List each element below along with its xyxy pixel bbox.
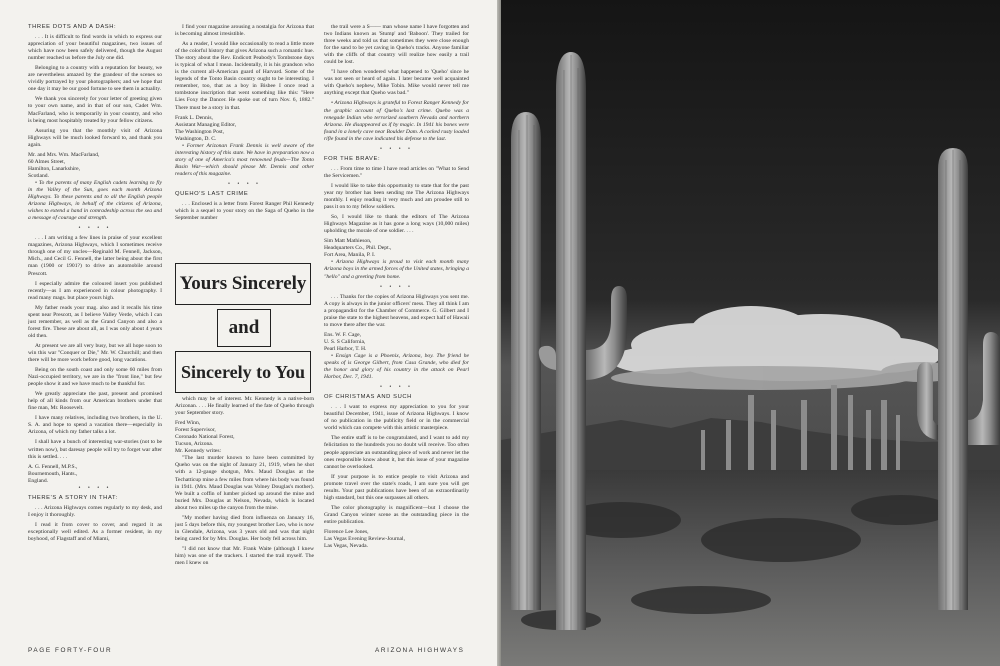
title-line-1: Yours Sincerely: [175, 263, 311, 305]
letter-heading: FOR THE BRAVE:: [324, 155, 381, 162]
letter-paragraph: I find your magazine arousing a nostalgia for Arizona that is becoming almost irresistible.: [175, 24, 314, 38]
letter-paragraph: "I did not know that Mr. Frank Waite (although I knew him) was one of the trackers. I started the trail myself. The men I knew on: [175, 545, 314, 567]
letter-paragraph: As a reader, I would like occasionally to read a little more of the colorful history that gives Arizona such a romantic hue. The story about the Rev. Endicott Peabody's Tombstone days is typical of what I mean. Incidentally, it is his grandson who is the current all-American guard of Harvard. Some of the legends of the Tonto Basin country ought to be interesting. I remember, too, that as a boy in Bisbee I once read a tombstone inscription that went something like this: "Here Lies Foxy the Dancer. He spoke out of turn Nov. 6, 1882." There must be a story in that.: [175, 41, 314, 111]
signature-line: Bournemouth, Hants.,: [28, 470, 78, 477]
letter-paragraph: "The last murder known to have been committed by Queho was on the night of January 21, 1919, when he shot with a 12-gauge shotgun, Mrs. Maud Douglas at the Techatticup mine a few miles from where his body was found in 1941. (Mrs. Maud Douglas was Volney Douglas's mother). We built a coffin of lumber picked up around the mine and buried Mrs. Douglas at Nelson, Nevada, which is located about two miles up the canyon from the mine.: [175, 455, 314, 511]
section-divider: • • • •: [379, 145, 414, 152]
signature-line: Sim Matt Mathieson,: [324, 238, 372, 245]
section-divider: • • • •: [379, 283, 414, 290]
column-1: [28, 24, 162, 634]
signature-line: U. S. S California,: [324, 338, 366, 345]
letter-heading: QUEHO'S LAST CRIME: [175, 191, 249, 198]
letter-paragraph: I read it from cover to cover, and regard it as exceptionally well edited. As a former resident, in my boyhood, of Flagstaff and of Miami,: [28, 521, 162, 543]
signature-line: Coronado National Forest,: [175, 434, 235, 441]
signature-line: A. G. Fennell, M.P.S.,: [28, 463, 78, 470]
editor-note: • To the parents of many English cadets learning to fly in the Valley of the Sun, goes each month Arizona Highways. To these parents and to all the English people Arizona Highways, in behalf of the citizens of Arizona, wishes to extend a hand in comradeship across the sea and a message of courage and strength.: [28, 179, 162, 222]
letter-paragraph: "I have often wondered what happened to 'Queho' since he was not seen or heard of again. I later became well acquainted with Queho's nephew, Mike Tobin. Mike would never tell me anything except that Queho was bad.": [324, 69, 469, 97]
letter-paragraph: At present we are all very busy, but we all hope soon to win this war "Conquer or Die," Mr. W. Churchill; and then there will be more work before good, long vacations.: [28, 342, 162, 364]
left-page: [0, 0, 497, 666]
signature-line: Mr. Kennedy writes:: [175, 448, 222, 455]
letter-paragraph: Assuring you that the monthly visit of Arizona Highways will be much looked forward to, and thank you again.: [28, 127, 162, 148]
title-line-2: and: [217, 309, 271, 347]
column-3: [324, 24, 469, 634]
signature-line: Frank L. Dennis,: [175, 114, 213, 121]
signature-line: Fort Area, Manila, P. I.: [324, 252, 376, 259]
signature-line: Forest Supervisor,: [175, 427, 216, 434]
letter-paragraph: We greatly appreciate the past, present and promised help of all kinds from our American brothers under that fine man, Mr. Roosevelt.: [28, 391, 162, 412]
signature-line: Pearl Harbor, T. H.: [324, 345, 367, 352]
letter-paragraph: I shall have a bunch of interesting war-stories (not to be written now), but daresay people will try to forget war after this is settled. . . .: [28, 439, 162, 460]
letter-paragraph: . . . Arizona Highways comes regularly to my desk, and I enjoy it thoroughly.: [28, 504, 162, 518]
saguaro-photograph: [501, 0, 1000, 666]
signature-line: Las Vegas Evening Review-Journal,: [324, 536, 405, 543]
title-box: [175, 263, 314, 393]
title-line-3: Sincerely to You: [175, 351, 311, 393]
letter-paragraph: . . . It is difficult to find words in which to express our appreciation of your beautiful magazines, two issues of which have now been safely delivered, though the August number reached us before the July one did.: [28, 34, 162, 62]
letter-paragraph: . . . I want to express my appreciation to you for your beautiful December, 1941, issue of Arizona Highways. I know of no publication in the publicity field or in the commercial world which can compete with this artistic masterpiece.: [324, 404, 469, 432]
signature-line: Florence Lee Jones,: [324, 529, 369, 535]
letter-paragraph: The color photography is magnificent—but I choose the Grand Canyon winter scene as the outstanding piece in the entire publication.: [324, 504, 469, 525]
section-divider: • • • •: [227, 180, 262, 187]
letter-paragraph: My father reads your mag. also and it recalls his time spent near Prescott, as I believe Valley Verde, which I can just remember, as well as the Grand Canyon and also a forest fire. These are about all, as I was only about 4 years old then.: [28, 304, 162, 339]
editor-note: • Arizona Highways is grateful to Forest Ranger Kennedy for the graphic account of Queho's last crime. Queho was a renegade Indian who terrorized southern Nevada and northern Arizona. He disappeared as if by magic. In 1941 his bones were found in a lonely cave near Boulder Dam. A cocked rusty loaded rifle found in the cave indicated his defense to the last.: [324, 100, 469, 142]
magazine-name-footer: ARIZONA HIGHWAYS: [375, 647, 465, 654]
letter-heading: THREE DOTS AND A DASH:: [28, 24, 117, 30]
letter-paragraph: "My mother having died from influenza on January 16, just 5 days before this, my youngest brother Leo, who is now in Glendale, Arizona, was 3 years old and was that night being cared for by Mrs. Douglas. Her body fell across him.: [175, 514, 314, 542]
letter-paragraph: I especially admire the coloured insert you published recently—as I am experienced in colour photography. I read many mags. but place yours high.: [28, 280, 162, 301]
signature-line: Las Vegas, Nevada.: [324, 543, 369, 550]
letter-paragraph: Being on the south coast and only some 60 miles from Nazi-occupied territory, we are in the "front line," but few people show it and we have much to be thankful for.: [28, 367, 162, 388]
section-divider: • • • •: [379, 384, 414, 391]
section-divider: • • • •: [78, 484, 112, 491]
letter-heading: THERE'S A STORY IN THAT:: [28, 494, 118, 501]
letter-paragraph: I have many relatives, including two brothers, in the U. S. A. and hope to spend a vacation there—especially in Arizona, of which my father talks a lot.: [28, 415, 162, 436]
column-2-bottom: [175, 396, 314, 632]
letter-heading: OF CHRISTMAS AND SUCH: [324, 394, 412, 401]
letter-paragraph: We thank you sincerely for your letter of greeting given to your own name, and in that of our son, Cadet Wm. MacFarland, who is temporarily in your country, and who is being most hospitably treated by your fellow citizens.: [28, 96, 162, 124]
letter-paragraph: I would like to take this opportunity to state that for the past year my brother has been sending me The Arizona Highways monthly. I enjoy reading it very much and am proudee still to pass it on to my fellow soldiers.: [324, 182, 469, 211]
column-2-top: [175, 24, 314, 262]
editor-note: • Former Arizonan Frank Dennis is well aware of the interesting history of this state. We have in preparation now a story of one of America's most renowned feuds—The Tonto Basin War—which should please Mr. Dennis and other readers of this magazine.: [175, 142, 314, 177]
letter-paragraph: Belonging to a country with a reputation for beauty, we are nevertheless amazed by the grandeur of the scenes so vividly portrayed by your photographers; and we hope that one day it may be our good fortune to see them in actuality.: [28, 65, 162, 93]
editor-note: • Arizona Highways is proud to visit each month many Arizona boys in the armed forces of the United states, bringing a "hello" and a greeting from home.: [324, 259, 469, 280]
letter-paragraph: . . . Enclosed is a letter from Forest Ranger Phil Kennedy which is a sequel to your story on the Saga of Queho in the September number: [175, 201, 314, 222]
page-number-footer: PAGE FORTY-FOUR: [28, 647, 113, 654]
signature-line: Hamilton, Lanarkshire,: [28, 165, 81, 172]
signature-line: Scotland.: [28, 172, 49, 179]
letter-paragraph: . . . From time to time I have read articles on "What to Send the Servicemen.": [324, 165, 469, 179]
letter-paragraph: The entire staff is to be congratulated, and I want to add my felicitation to the hundreds you no doubt will receive. Too often people appreciate an outstanding piece of work and never let the ones responsible know about it, but this issue of your magazine cannot be overlooked.: [324, 435, 469, 470]
signature-line: The Washington Post,: [175, 128, 225, 135]
letter-paragraph: . . . I am writing a few lines in praise of your excellent magazines, Arizona Highways, which I sometimes receive through one of my uncles—Reginald M. Fennell, Jackson, Mich., and Cecil G. Fennell, the latter being about the first man (1900 or 1901?) to drive an automobile around Prescott.: [28, 235, 162, 277]
signature-line: 60 Almes Street,: [28, 158, 66, 165]
letter-paragraph: If your purpose is to entice people to visit Arizona and promote travel over the state's roads, I am sure you will get results. Your past publications have been of an extraordinarily high standard, but this one surpasses all others.: [324, 473, 469, 501]
section-divider: • • • •: [78, 225, 112, 232]
signature-line: England.: [28, 477, 49, 484]
letter-paragraph: . . . Thanks for the copies of Arizona Highways you sent me. A copy is always in the junior officers' mess. They all think I am a propagandist for the Chamber of Commerce. G. Gilbert and I praise the state to the highest heavens, and expect half of Hawaii to move there after the war.: [324, 293, 469, 328]
letter-paragraph: which may be of interest. Mr. Kennedy is a native-born Arizonan. . . . He finally learned of the fate of Queho through your September story.: [175, 396, 314, 417]
signature-line: Assistant Managing Editor,: [175, 121, 237, 128]
signature-line: Mr. and Mrs. Wm. MacFarland,: [28, 151, 100, 158]
signature-line: Headquarters Co., Phil. Dept.,: [324, 245, 392, 252]
signature-line: Washington, D. C.: [175, 135, 217, 142]
signature-line: Tucson, Arizona.: [175, 441, 214, 448]
editor-note: • Ensign Cage is a Phoenix, Arizona, boy. The friend he speaks of is George Gilbert, from Casa Grande, who died for the honor and glory of his country in the attack on Pearl Harbor, Dec. 7, 1941.: [324, 352, 469, 381]
letter-paragraph: the trail were a S—— man whose name I have forgotten and two Indians known as 'Stump' and 'Baboon'. They trailed for three weeks and told us that sometimes they were close enough for the sand to be yet caving in Queho's tracks. Anyone familiar with the cliffs of that country will realize how easily a trail could be lost.: [324, 24, 469, 66]
signature-line: Fred Winn,: [175, 420, 201, 427]
signature-line: Ens. W. F. Cage,: [324, 331, 362, 338]
letter-paragraph: So, I would like to thank the editors of The Arizona Highways Magazine as it has gone a long ways (10,000 miles) upholding the morale of one soldier. . . .: [324, 214, 469, 235]
